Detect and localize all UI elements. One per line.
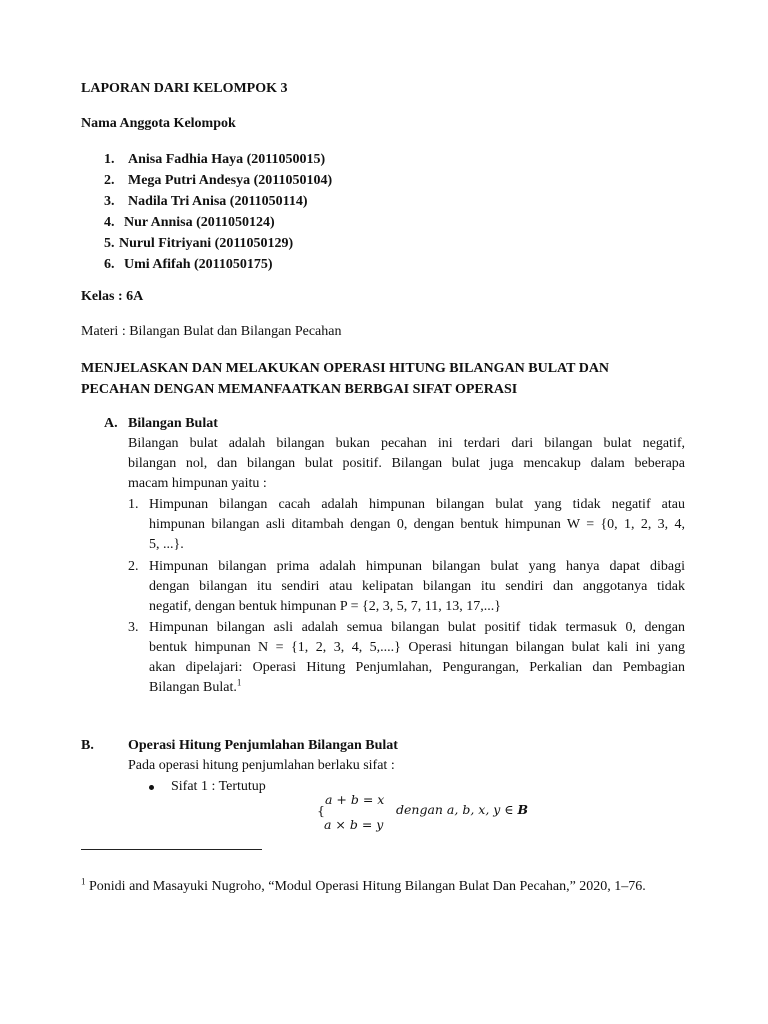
list-item-line: negatif, dengan bentuk himpunan P = {2, 3, 5, 7, 11, 13, 17,...} <box>149 599 501 614</box>
main-title-line-1: MENJELASKAN DAN MELAKUKAN OPERASI HITUNG BILANGAN BULAT DAN <box>81 361 610 376</box>
member-num: 3. <box>104 194 115 209</box>
member-item: Mega Putri Andesya (2011050104) <box>128 173 333 188</box>
member-item: Nadila Tri Anisa (2011050114) <box>128 194 308 209</box>
member-num: 1. <box>104 152 115 167</box>
formula-eq-2: a × b = y <box>324 817 384 832</box>
paragraph-line: Pada operasi hitung penjumlahan berlaku sifat : <box>128 758 395 773</box>
formula-set: B <box>517 802 529 817</box>
footnote-number: 1 <box>81 876 86 887</box>
section-a-marker: A. <box>104 416 118 431</box>
bullet-item: Sifat 1 : Tertutup <box>171 779 266 794</box>
subject-line: Materi : Bilangan Bulat dan Bilangan Pecahan <box>81 324 342 339</box>
section-a-heading: Bilangan Bulat <box>128 416 218 431</box>
formula-brace: { <box>317 803 325 818</box>
member-item: Anisa Fadhia Haya (2011050015) <box>128 152 326 167</box>
list-number: 1. <box>128 497 139 512</box>
list-number: 2. <box>128 559 139 574</box>
member-num: 5. <box>104 236 115 251</box>
report-title: LAPORAN DARI KELOMPOK 3 <box>81 81 288 96</box>
list-item-line: Himpunan bilangan cacah adalah himpunan bilangan bulat yang tidak negatif atau <box>149 497 685 512</box>
list-item-line: akan dipelajari: Operasi Hitung Penjumlahan, Pengurangan, Perkalian dan Pembagian <box>149 660 685 675</box>
main-title-line-2: PECAHAN DENGAN MEMANFAATKAN BERBGAI SIFAT OPERASI <box>81 382 518 397</box>
list-number: 3. <box>128 620 139 635</box>
member-num: 4. <box>104 215 115 230</box>
class-label: Kelas : 6A <box>81 289 144 304</box>
member-item: Umi Afifah (2011050175) <box>124 257 273 272</box>
section-b-marker: B. <box>81 738 94 753</box>
footnote-divider <box>81 849 262 850</box>
list-item-line: himpunan bilangan asli ditambah dengan 0, dengan bentuk himpunan W = {0, 1, 2, 3, 4, <box>149 517 685 532</box>
members-label: Nama Anggota Kelompok <box>81 116 236 131</box>
formula-condition <box>396 804 528 817</box>
formula-eq-1: a + b = x <box>325 792 385 807</box>
member-num: 6. <box>104 257 115 272</box>
section-b-heading: Operasi Hitung Penjumlahan Bilangan Bulat <box>128 738 398 753</box>
list-item-line <box>149 677 242 695</box>
list-item-line: Himpunan bilangan asli adalah semua bilangan bulat positif tidak termasuk 0, dengan <box>149 620 685 635</box>
footnote-text: Ponidi and Masayuki Nugroho, “Modul Operasi Hitung Bilangan Bulat Dan Pecahan,” 2020, 1–76. <box>85 879 646 894</box>
list-item-text: Bilangan Bulat. <box>149 680 237 695</box>
footnote <box>81 876 646 894</box>
paragraph-line: bilangan nol, dan bilangan bulat positif. Bilangan bulat juga mencakup dalam beberapa <box>128 456 685 471</box>
list-item-line: 5, ...}. <box>149 537 184 552</box>
list-item-line: Himpunan bilangan prima adalah himpunan bilangan bulat yang hanya dapat dibagi <box>149 559 685 574</box>
bullet-icon <box>149 785 154 790</box>
paragraph-line: macam himpunan yaitu : <box>128 476 267 491</box>
member-num: 2. <box>104 173 115 188</box>
member-item: Nur Annisa (2011050124) <box>124 215 275 230</box>
paragraph-line: Bilangan bulat adalah bilangan bukan pecahan ini terdari dari bilangan bulat negatif, <box>128 436 685 451</box>
member-item: Nurul Fitriyani (2011050129) <box>119 236 294 251</box>
footnote-ref[interactable]: 1 <box>236 677 242 688</box>
formula-condition-text: dengan a, b, x, y ∈ <box>396 802 514 817</box>
list-item-line: dengan bilangan itu sendiri atau kelipatan bilangan itu sendiri dan anggotanya tidak <box>149 579 685 594</box>
list-item-line: bentuk himpunan N = {1, 2, 3, 4, 5,....} Operasi hitungan bilangan bulat kali ini yang <box>149 640 685 655</box>
